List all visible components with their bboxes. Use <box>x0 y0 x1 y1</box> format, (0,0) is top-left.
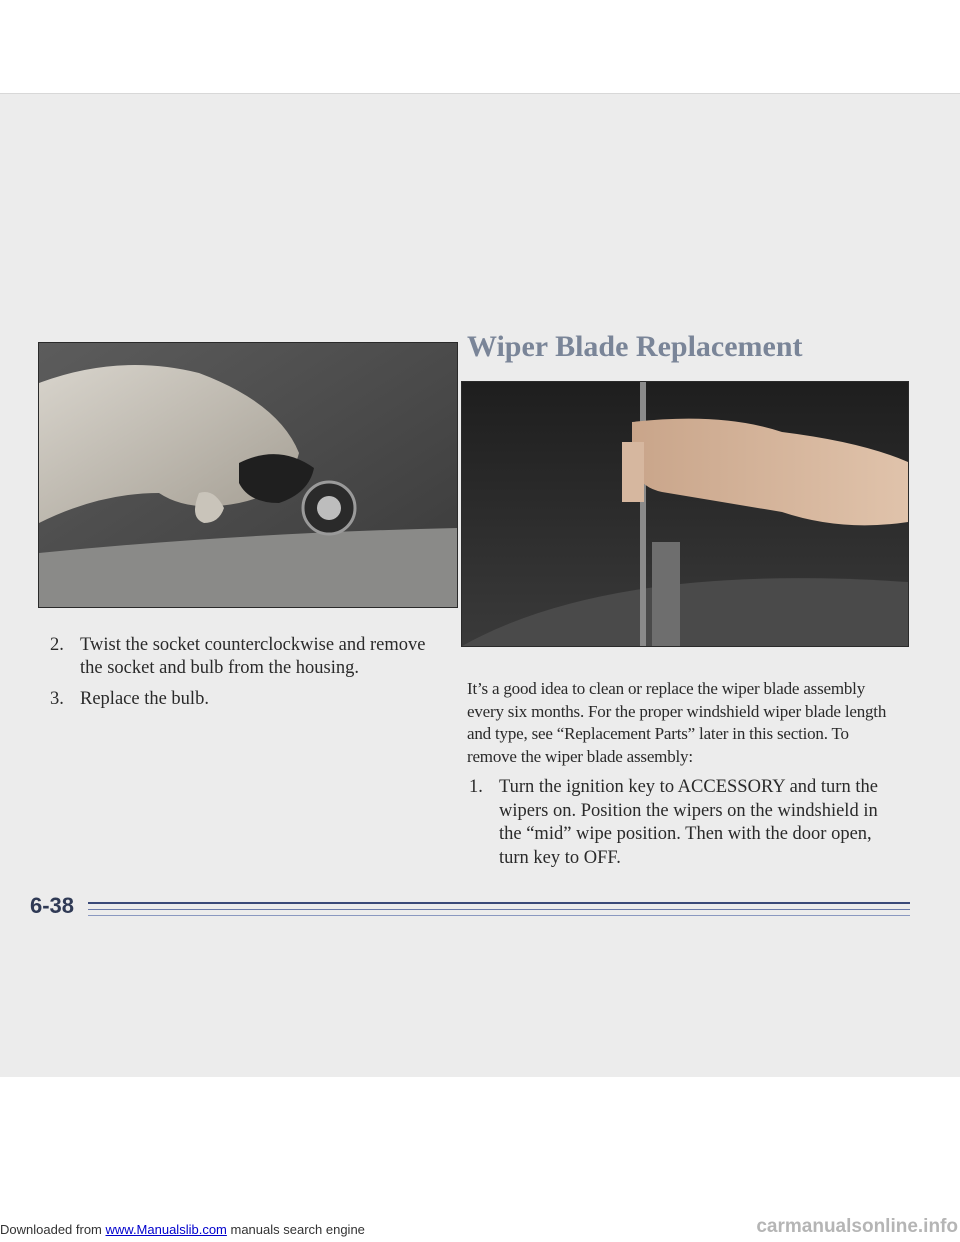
step-text: Replace the bulb. <box>80 689 209 709</box>
list-item <box>469 776 899 870</box>
page-number: 6-38 <box>30 893 75 918</box>
footer-rule <box>88 909 910 910</box>
step-text: Twist the socket counterclockwise and remove the socket and bulb from the housing. <box>80 635 426 678</box>
manualslib-link[interactable]: www.Manualslib.com <box>105 1222 227 1237</box>
footer-rule <box>88 902 910 904</box>
download-footer <box>0 1222 365 1237</box>
left-steps-list <box>50 634 450 719</box>
footer-rule <box>88 915 910 916</box>
step-number: 1. <box>469 777 483 797</box>
list-item <box>50 688 450 711</box>
section-heading: Wiper Blade Replacement <box>467 330 803 363</box>
list-item <box>50 634 450 680</box>
footer-prefix: Downloaded from <box>0 1222 106 1237</box>
step-number: 2. <box>50 635 64 655</box>
right-steps-list <box>469 776 899 870</box>
footer-suffix: manuals search engine <box>226 1222 365 1237</box>
watermark: carmanualsonline.info <box>756 1216 958 1237</box>
photo-hand-twisting-bulb-socket <box>38 342 458 608</box>
step-number: 3. <box>50 689 64 709</box>
photo-hand-holding-wiper-arm <box>461 381 909 647</box>
intro-paragraph: It’s a good idea to clean or replace the wiper blade assembly every six months. For the proper windshield wiper blade length and type, see “Replacement Parts” later in this section. To remove the wiper blade assembly: <box>467 679 887 766</box>
step-text: Turn the ignition key to ACCESSORY and turn the wipers on. Position the wipers on the windshield in the “mid” wipe position. Then with the door open, turn key to OFF. <box>499 777 878 868</box>
